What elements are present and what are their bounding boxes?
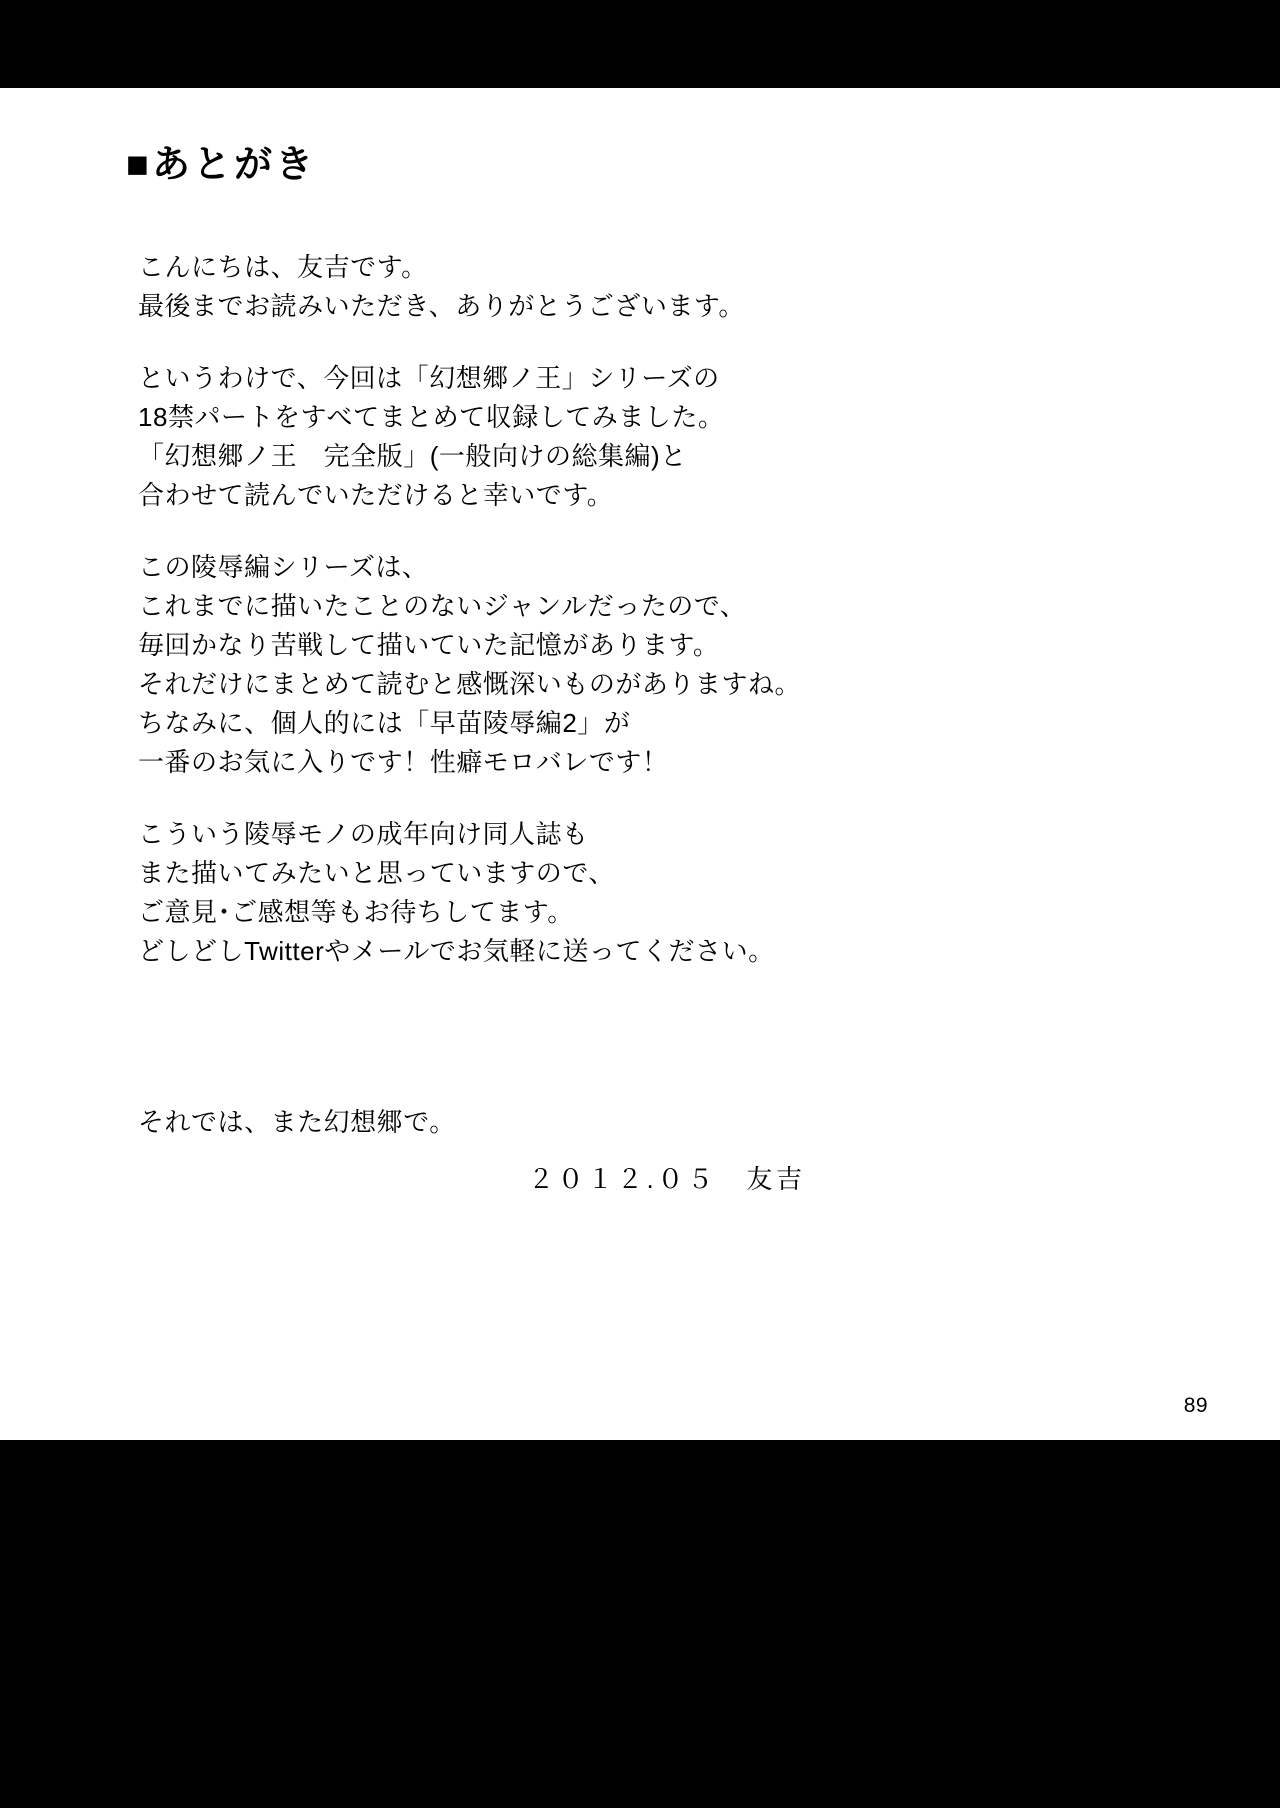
text-line: 「幻想郷ノ王 完全版」(一般向けの総集編)と	[138, 441, 687, 471]
paragraph	[138, 248, 1038, 326]
closing-line: それでは、また幻想郷で。	[138, 1107, 456, 1137]
bottom-letterbox-band	[0, 1440, 1280, 1808]
signature-date: ２０１２.０５ 友吉	[528, 1164, 806, 1194]
text-line: 合わせて読んでいただけると幸いです。	[138, 480, 614, 510]
page-canvas	[0, 88, 1280, 1440]
text-line: こういう陵辱モノの成年向け同人誌も	[138, 819, 589, 849]
text-line: 18禁パートをすべてまとめて収録してみました。	[138, 402, 725, 432]
afterword-body	[138, 248, 1038, 971]
text-line: 毎回かなり苦戦して描いていた記憶があります。	[138, 630, 720, 660]
text-line: この陵辱編シリーズは、	[138, 552, 429, 582]
text-line: ご意見･ご感想等もお待ちしてます。	[138, 897, 574, 927]
text-line: どしどしTwitterやメールでお気軽に送ってください。	[138, 936, 775, 966]
text-line: それだけにまとめて読むと感慨深いものがありますね。	[138, 669, 802, 699]
text-line: 最後までお読みいただき、ありがとうございます。	[138, 291, 745, 321]
page-number: 89	[1183, 1394, 1208, 1417]
paragraph	[138, 359, 1038, 515]
text-line: こんにちは、友吉です。	[138, 252, 428, 282]
top-letterbox-band	[0, 0, 1280, 88]
paragraph	[138, 815, 1038, 971]
text-line: これまでに描いたことのないジャンルだったので、	[138, 591, 747, 621]
closing-block	[138, 1103, 1038, 1199]
text-line: 一番のお気に入りです！性癖モロバレです！	[138, 747, 669, 777]
text-line: また描いてみたいと思っていますので、	[138, 858, 615, 888]
paragraph	[138, 548, 1038, 782]
text-line: ちなみに、個人的には「早苗陵辱編2」が	[138, 708, 631, 738]
text-line: というわけで、今回は「幻想郷ノ王」シリーズの	[138, 363, 720, 393]
page-title: ■あとがき	[126, 144, 317, 186]
